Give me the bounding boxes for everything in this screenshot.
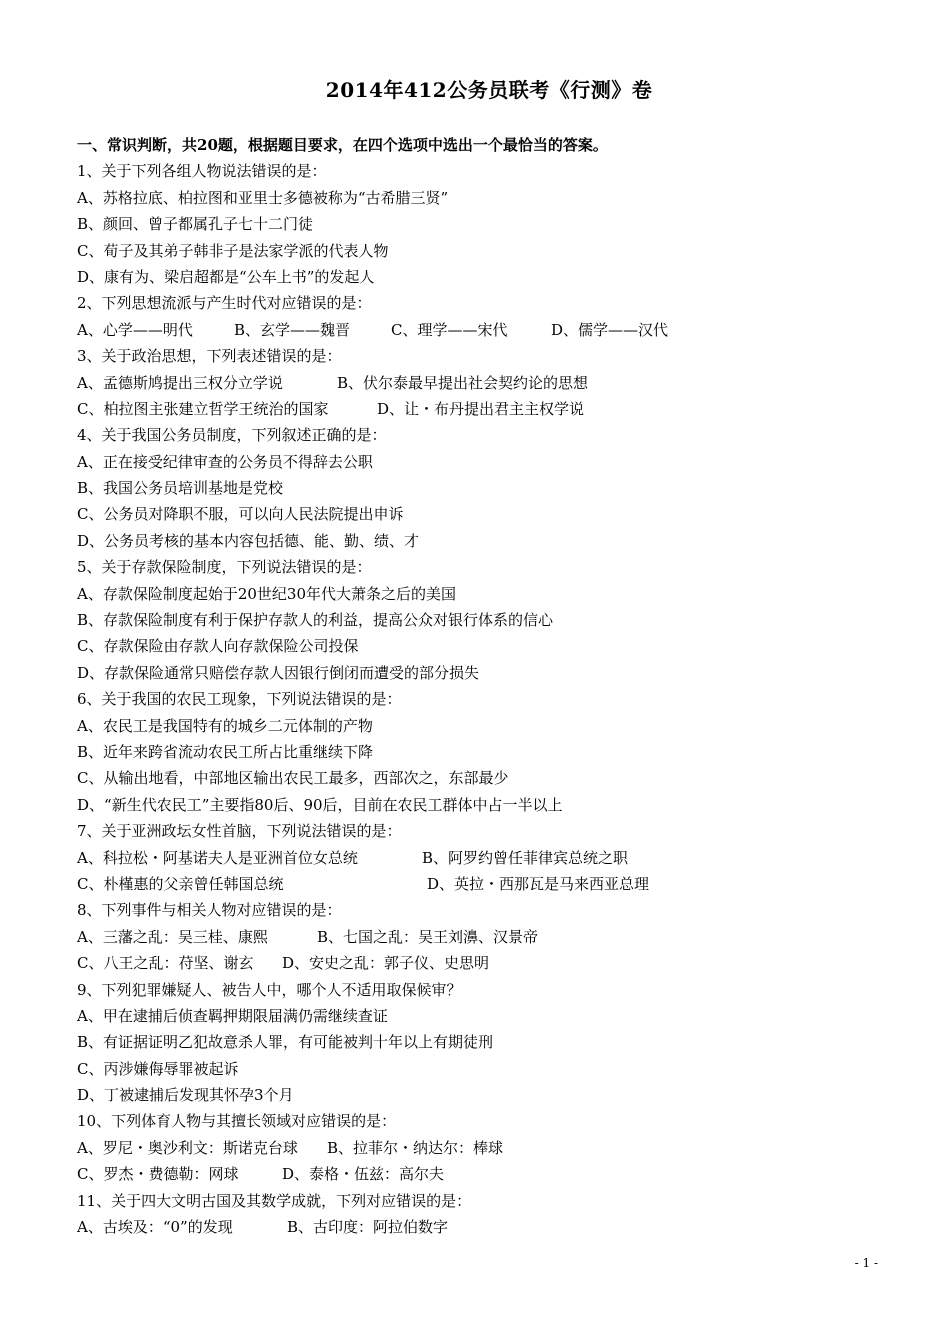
question-5-option-a: A、存款保险制度起始于20世纪30年代大萧条之后的美国 (77, 584, 457, 603)
question-1-option-c: C、荀子及其弟子韩非子是法家学派的代表人物 (77, 241, 389, 260)
question-9-option-d: D、丁被逮捕后发现其怀孕3个月 (77, 1086, 294, 1105)
question-2-stem: 2、下列思想流派与产生时代对应错误的是： (77, 294, 372, 313)
question-5-option-b: B、存款保险制度有利于保护存款人的利益，提高公众对银行体系的信心 (77, 611, 554, 630)
section-heading: 一、常识判断，共20题，根据题目要求，在四个选项中选出一个最恰当的答案。 (77, 136, 608, 154)
page-title: 2014年412公务员联考《行测》卷 (325, 78, 653, 102)
question-6-option-a: A、农民工是我国特有的城乡二元体制的产物 (77, 716, 373, 735)
question-3-option-b: B、伏尔泰最早提出社会契约论的思想 (337, 373, 589, 392)
question-9-option-a: A、甲在逮捕后侦查羁押期限届满仍需继续查证 (77, 1006, 388, 1025)
question-3-stem: 3、关于政治思想，下列表述错误的是： (77, 347, 342, 366)
question-6-option-b: B、近年来跨省流动农民工所占比重继续下降 (77, 742, 374, 761)
question-8-option-d: D、安史之乱：郭子仪、史思明 (282, 954, 490, 973)
question-7-options-ab (77, 845, 917, 871)
question-3-option-c: C、柏拉图主张建立哲学王统治的国家 (77, 399, 329, 418)
question-1-option-d: D、康有为、梁启超都是“公车上书”的发起人 (77, 267, 375, 286)
question-10-option-a: A、罗尼・奥沙利文：斯诺克台球 (77, 1138, 298, 1157)
question-8-options-ab (77, 924, 917, 950)
question-5-option-d: D、存款保险通常只赔偿存款人因银行倒闭而遭受的部分损失 (77, 663, 480, 682)
question-11-stem: 11、关于四大文明古国及其数学成就，下列对应错误的是： (77, 1191, 472, 1210)
question-9-stem: 9、下列犯罪嫌疑人、被告人中，哪个人不适用取保候审？ (77, 980, 462, 999)
question-6-option-d: D、“新生代农民工”主要指80后、90后，目前在农民工群体中占一半以上 (77, 795, 563, 814)
question-4-option-a: A、正在接受纪律审查的公务员不得辞去公职 (77, 452, 373, 471)
exam-content (77, 132, 917, 1240)
question-9-option-b: B、有证据证明乙犯故意杀人罪，有可能被判十年以上有期徒刑 (77, 1033, 494, 1052)
question-7-option-c: C、朴槿惠的父亲曾任韩国总统 (77, 874, 284, 893)
question-8-option-b: B、七国之乱：吴王刘濞、汉景帝 (317, 927, 539, 946)
question-11-option-a: A、古埃及：“0”的发现 (77, 1218, 233, 1237)
question-10-option-c: C、罗杰・费德勒：网球 (77, 1165, 239, 1184)
question-7-option-d: D、英拉・西那瓦是马来西亚总理 (427, 874, 650, 893)
question-3-option-d: D、让・布丹提出君主主权学说 (377, 399, 585, 418)
question-2-option-c: C、理学——宋代 (391, 320, 508, 339)
question-10-stem: 10、下列体育人物与其擅长领域对应错误的是： (77, 1112, 397, 1131)
question-4-stem: 4、关于我国公务员制度，下列叙述正确的是： (77, 426, 387, 445)
question-3-option-a: A、孟德斯鸠提出三权分立学说 (77, 373, 283, 392)
question-7-option-b: B、阿罗约曾任菲律宾总统之职 (422, 848, 629, 867)
question-4-option-b: B、我国公务员培训基地是党校 (77, 479, 284, 498)
question-7-stem: 7、关于亚洲政坛女性首脑，下列说法错误的是： (77, 822, 402, 841)
question-6-stem: 6、关于我国的农民工现象，下列说法错误的是： (77, 690, 402, 709)
question-6-option-c: C、从输出地看，中部地区输出农民工最多，西部次之，东部最少 (77, 769, 509, 788)
question-10-options-ab (77, 1135, 917, 1161)
question-11-options-ab (77, 1214, 917, 1240)
question-3-options-ab (77, 370, 917, 396)
question-3-options-cd (77, 396, 917, 422)
question-11-option-b: B、古印度：阿拉伯数字 (287, 1218, 449, 1237)
question-8-option-c: C、八王之乱：苻坚、谢玄 (77, 954, 254, 973)
question-2-option-b: B、玄学——魏晋 (234, 320, 351, 339)
question-2-options (77, 317, 917, 343)
question-2-option-d: D、儒学——汉代 (551, 320, 669, 339)
question-5-stem: 5、关于存款保险制度，下列说法错误的是： (77, 558, 372, 577)
question-10-options-cd (77, 1161, 917, 1187)
question-7-options-cd (77, 871, 917, 897)
question-1-option-a: A、苏格拉底、柏拉图和亚里士多德被称为“古希腊三贤” (77, 188, 449, 207)
question-2-option-a: A、心学——明代 (77, 320, 193, 339)
question-10-option-d: D、泰格・伍兹：高尔夫 (282, 1165, 445, 1184)
question-8-options-cd (77, 950, 917, 976)
question-1-option-b: B、颜回、曾子都属孔子七十二门徒 (77, 215, 314, 234)
page-number: - 1 - (854, 1256, 878, 1270)
question-8-stem: 8、下列事件与相关人物对应错误的是： (77, 901, 342, 920)
question-1-stem: 1、关于下列各组人物说法错误的是： (77, 162, 327, 181)
question-7-option-a: A、科拉松・阿基诺夫人是亚洲首位女总统 (77, 848, 358, 867)
question-5-option-c: C、存款保险由存款人向存款保险公司投保 (77, 637, 359, 656)
question-8-option-a: A、三藩之乱：吴三桂、康熙 (77, 927, 268, 946)
question-4-option-c: C、公务员对降职不服，可以向人民法院提出申诉 (77, 505, 404, 524)
question-10-option-b: B、拉菲尔・纳达尔：棒球 (327, 1138, 504, 1157)
question-4-option-d: D、公务员考核的基本内容包括德、能、勤、绩、才 (77, 531, 420, 550)
question-9-option-c: C、丙涉嫌侮辱罪被起诉 (77, 1059, 239, 1078)
